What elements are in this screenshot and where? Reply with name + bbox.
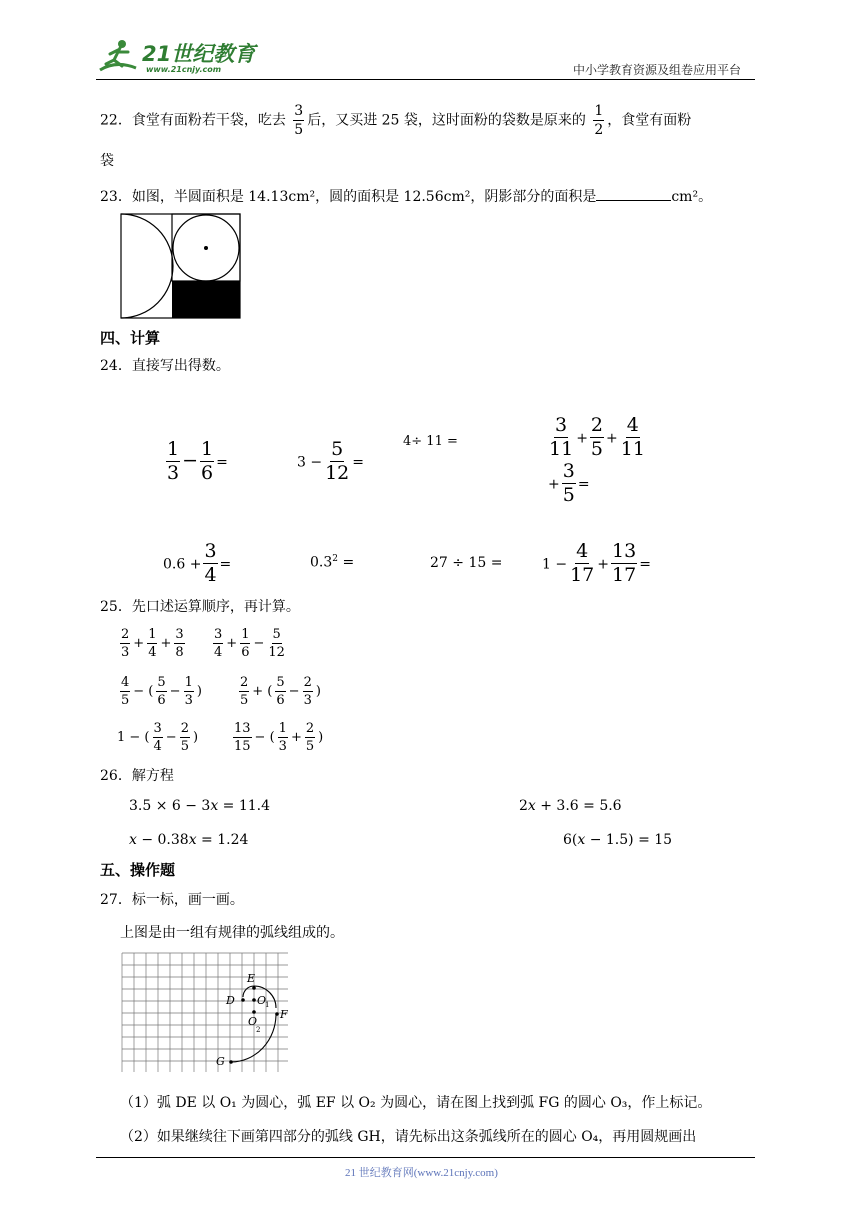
label-o2-sub: 2 — [256, 1026, 261, 1034]
q27-title: 标一标，画一画。 — [131, 892, 244, 908]
q24-item-h: 1 − $\frac{4}{17}$ + $\frac{13}{17}$ = — [542, 540, 651, 586]
q22-text-1: 食堂有面粉若干袋，吃去 — [131, 112, 286, 129]
q25-expr-3b: $\frac{13}{15}$ − ( $\frac{1}{3}$ + $\frac{2}{5}$ ) — [234, 721, 324, 754]
q26-equation-2: 2𝑥 + 3.6 = 5.6 — [519, 798, 622, 814]
q27-part-2: （2）如果继续往下画第四部分的弧线 GH，请先标出这条弧线所在的圆心 O₄，再用圆规画出 — [120, 1129, 697, 1145]
question-27 — [100, 889, 244, 909]
q25-expr-1b: $\frac{3}{4}$ + $\frac{1}{6}$ − $\frac{5}{12}$ — [214, 627, 285, 660]
label-o1-sub: 1 — [265, 1001, 270, 1009]
question-24 — [100, 355, 230, 375]
q24-item-d-line2: + $\frac{3}{5}$ = — [548, 460, 590, 506]
q23-text-1: 如图，半圆面积是 14.13cm²，圆的面积是 12.56cm²，阴影部分的面积是 — [131, 189, 597, 205]
q24-item-c: 4÷ 11 = — [403, 434, 458, 449]
q24-title: 直接写出得数。 — [131, 358, 230, 374]
logo-url: www.21cnjy.com — [146, 65, 222, 74]
section-5-title: 五、操作题 — [100, 861, 176, 879]
q25-title: 先口述运算顺序，再计算。 — [131, 599, 300, 615]
q25-expr-3a: 1 − ( $\frac{3}{4}$ − $\frac{2}{5}$ ) — [117, 721, 199, 754]
q24-item-e: 0.6 + $\frac{3}{4}$ = — [163, 540, 232, 586]
q24-item-g: 27 ÷ 15 = — [430, 555, 503, 571]
q27-number: 27． — [100, 892, 132, 908]
label-g: G — [216, 1055, 225, 1068]
q26-number: 26． — [100, 768, 132, 784]
label-o1: O — [257, 994, 267, 1007]
q22-text-4: 袋 — [100, 153, 114, 169]
q26-equation-4: 6(𝑥 − 1.5) = 15 — [563, 832, 673, 848]
q24-number: 24． — [100, 358, 132, 374]
q27-arc-grid-figure — [121, 952, 293, 1074]
label-d: D — [226, 994, 235, 1007]
question-23 — [100, 186, 712, 206]
q23-figure — [120, 213, 242, 319]
q23-text-2: cm²。 — [671, 189, 713, 205]
q25-expr-1a: $\frac{2}{3}$ + $\frac{1}{4}$ + $\frac{3}{8}$ — [121, 627, 184, 660]
q25-number: 25． — [100, 599, 132, 615]
q26-equation-1: 3.5 × 6 − 3𝑥 = 11.4 — [129, 798, 271, 814]
label-f: F — [280, 1008, 288, 1021]
q24-item-b: 3 − $\frac{5}{12}$ = — [297, 438, 365, 484]
question-22 — [100, 104, 691, 137]
q24-item-d: $\frac{3}{11}$ + $\frac{2}{5}$ + $\frac{4}{11}$ — [549, 414, 645, 460]
header-platform-text: 中小学教育资源及组卷应用平台 — [573, 63, 742, 77]
q23-number: 23． — [100, 189, 132, 205]
footer-text: 21 世纪教育网(www.21cnjy.com) — [345, 1167, 498, 1179]
label-e: E — [247, 972, 256, 985]
q22-text-2: 后，又买进 25 袋，这时面粉的袋数是原来的 — [307, 112, 586, 129]
logo-text: 21世纪教育 — [142, 42, 256, 66]
label-o2: O — [248, 1015, 258, 1028]
q22-fraction-1: $\frac{3}{5}$ — [294, 103, 304, 138]
q26-title: 解方程 — [131, 768, 174, 784]
q27-part-1: （1）弧 DE 以 O₁ 为圆心，弧 EF 以 O₂ 为圆心，请在图上找到弧 FG 的圆心 O₃，作上标记。 — [120, 1095, 712, 1111]
q24-item-a: $\frac{1}{3}$ − $\frac{1}{6}$ = — [167, 438, 228, 484]
q22-number: 22． — [100, 112, 132, 129]
q22-text-3: ，食堂有面粉 — [607, 112, 692, 129]
q22-fraction-2: $\frac{1}{2}$ — [594, 103, 604, 138]
question-25 — [100, 596, 300, 616]
q23-answer-blank[interactable] — [596, 188, 671, 201]
question-26 — [100, 765, 174, 785]
q26-equation-3: 𝑥 − 0.38𝑥 = 1.24 — [129, 832, 249, 848]
q25-expr-2b: $\frac{2}{5}$ + ( $\frac{5}{6}$ − $\frac{2}{3}$ ) — [240, 675, 321, 708]
q27-description: 上图是由一组有规律的弧线组成的。 — [120, 925, 344, 941]
header-divider — [96, 79, 755, 80]
q24-item-f: $0.3^2$ = — [310, 554, 355, 571]
logo — [96, 38, 256, 78]
q25-expr-2a: $\frac{4}{5}$ − ( $\frac{5}{6}$ − $\frac{1}{3}$ ) — [121, 675, 202, 708]
footer-divider — [96, 1157, 755, 1158]
section-4-title: 四、计算 — [100, 329, 161, 347]
